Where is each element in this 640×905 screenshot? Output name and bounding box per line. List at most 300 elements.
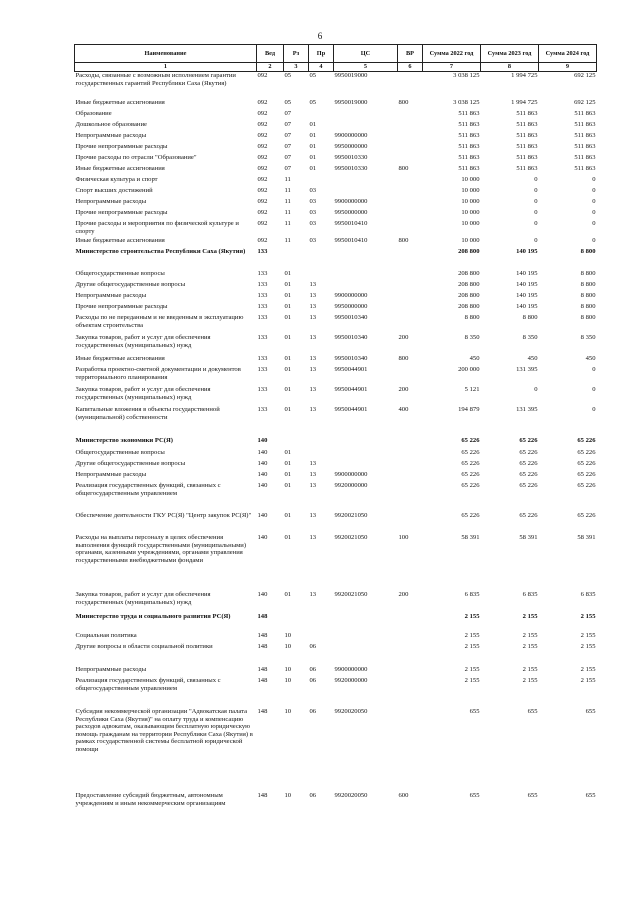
row-sum-2024: 2 155 <box>580 643 596 650</box>
row-name: Физическая культура и спорт <box>75 176 158 183</box>
row-rz: 01 <box>284 355 292 362</box>
row-sum-2022: 65 226 <box>461 471 480 478</box>
row-sum-2022: 10 000 <box>461 176 480 183</box>
row-vr <box>398 220 423 237</box>
row-sum-2022: 65 226 <box>461 449 480 456</box>
row-sum-2023: 65 226 <box>519 512 538 519</box>
row-cs <box>334 281 398 292</box>
row-name: Непрограммные расходы <box>75 292 147 299</box>
row-vr: 800 <box>398 99 409 106</box>
row-name: Министерство труда и социального развития РС(Я) <box>75 613 231 620</box>
row-sum-2023: 65 226 <box>519 437 538 444</box>
row-pr: 03 <box>309 220 317 227</box>
row-name: Общегосударственные вопросы <box>75 449 165 456</box>
row-ved: 140 <box>257 591 268 598</box>
row-cs: 9950044901 <box>334 386 368 393</box>
row-sum-2024: 0 <box>592 209 596 216</box>
row-sum-2023: 655 <box>527 708 538 715</box>
column-number: 7 <box>423 63 481 72</box>
row-sum-2023: 511 863 <box>516 121 538 128</box>
row-pr: 01 <box>309 132 317 139</box>
row-ved: 133 <box>257 270 268 277</box>
row-sum-2024: 2 155 <box>580 632 596 639</box>
row-sum-2023: 140 195 <box>516 281 538 288</box>
row-sum-2022: 655 <box>469 708 480 715</box>
row-cs: 9920020050 <box>334 792 368 799</box>
row-sum-2024: 2 155 <box>580 666 596 673</box>
row-rz: 11 <box>284 187 291 194</box>
row-ved: 140 <box>257 460 268 467</box>
row-vr: 200 <box>398 591 409 598</box>
row-name: Другие общегосударственные вопросы <box>75 460 186 467</box>
row-sum-2022: 2 155 <box>464 666 480 673</box>
row-sum-2024: 65 226 <box>577 512 596 519</box>
header-pr: Пр <box>309 45 334 63</box>
row-pr: 03 <box>309 237 317 244</box>
column-number: 5 <box>334 63 398 72</box>
row-name: Непрограммные расходы <box>75 198 147 205</box>
row-ved: 092 <box>257 220 268 227</box>
table-row <box>75 677 597 708</box>
row-ved: 133 <box>257 303 268 310</box>
row-vr <box>398 72 423 100</box>
row-vr: 200 <box>398 386 409 393</box>
row-sum-2023: 2 155 <box>522 666 538 673</box>
row-ved: 092 <box>257 187 268 194</box>
row-name: Прочие непрограммные расходы <box>75 209 168 216</box>
row-sum-2022: 194 879 <box>458 406 480 413</box>
row-cs: 9920021050 <box>334 534 368 541</box>
row-ved: 140 <box>257 512 268 519</box>
table-row <box>75 512 597 534</box>
table-row <box>75 591 597 613</box>
row-sum-2022: 655 <box>469 792 480 799</box>
row-sum-2023: 0 <box>534 176 538 183</box>
row-pr: 05 <box>309 72 317 79</box>
row-cs: 9950044901 <box>334 406 368 413</box>
row-sum-2024: 692 125 <box>574 99 596 106</box>
row-vr: 600 <box>398 792 409 799</box>
row-sum-2023: 1 994 725 <box>511 99 538 106</box>
row-rz: 01 <box>284 386 292 393</box>
row-cs: 9950019000 <box>334 99 368 106</box>
row-vr <box>398 449 423 460</box>
row-sum-2024: 511 863 <box>574 165 596 172</box>
row-name: Другие вопросы в области социальной политики <box>75 643 213 650</box>
row-rz: 10 <box>284 677 292 684</box>
row-sum-2023: 8 350 <box>522 334 538 341</box>
row-sum-2023: 58 391 <box>519 534 538 541</box>
row-name: Расходы на выплаты персоналу в целях обеспечения выполнения функций государственными (муниципальными) органами, казенными учреждениями, органами управления государственными внебюджетными фондами <box>75 534 247 564</box>
column-number-row <box>75 63 597 72</box>
row-pr: 13 <box>309 482 317 489</box>
row-sum-2024: 0 <box>592 237 596 244</box>
table-row <box>75 534 597 591</box>
table-row <box>75 643 597 666</box>
row-ved: 133 <box>257 292 268 299</box>
table-row <box>75 99 597 110</box>
row-rz: 01 <box>284 534 292 541</box>
row-cs: 9950000000 <box>334 303 368 310</box>
row-cs <box>334 460 398 471</box>
table-row <box>75 143 597 154</box>
row-cs <box>334 643 398 666</box>
row-sum-2023: 2 155 <box>522 643 538 650</box>
budget-table <box>74 44 597 816</box>
row-ved: 133 <box>257 281 268 288</box>
row-ved: 092 <box>257 154 268 161</box>
row-ved: 092 <box>257 143 268 150</box>
row-rz: 07 <box>284 154 292 161</box>
row-ved: 092 <box>257 198 268 205</box>
row-pr: 13 <box>309 281 317 288</box>
row-cs <box>334 632 398 643</box>
row-sum-2022: 8 350 <box>464 334 480 341</box>
row-pr: 13 <box>309 366 317 373</box>
row-rz: 07 <box>284 143 292 150</box>
row-name: Капитальные вложения в объекты государственной (муниципальной) собственности <box>75 406 220 421</box>
row-ved: 148 <box>257 613 268 620</box>
row-vr <box>398 632 423 643</box>
row-rz: 10 <box>284 666 292 673</box>
row-sum-2022: 65 226 <box>461 482 480 489</box>
row-sum-2024: 65 226 <box>577 482 596 489</box>
row-ved: 133 <box>257 355 268 362</box>
row-sum-2023: 511 863 <box>516 154 538 161</box>
row-sum-2022: 10 000 <box>461 237 480 244</box>
row-vr <box>398 176 423 187</box>
row-sum-2023: 0 <box>534 187 538 194</box>
row-name: Непрограммные расходы <box>75 666 147 673</box>
row-vr <box>398 121 423 132</box>
row-rz <box>284 613 309 632</box>
row-vr <box>398 281 423 292</box>
header-sum-2022: Сумма 2022 год <box>423 45 481 63</box>
row-sum-2022: 2 155 <box>464 643 480 650</box>
table-row <box>75 482 597 512</box>
row-pr: 01 <box>309 121 317 128</box>
row-rz: 01 <box>284 334 292 341</box>
row-pr: 06 <box>309 643 317 650</box>
row-cs: 9950019000 <box>334 72 368 79</box>
row-cs <box>334 248 398 270</box>
table-row <box>75 220 597 237</box>
row-sum-2024: 8 800 <box>580 314 596 321</box>
table-row <box>75 314 597 334</box>
table-row <box>75 449 597 460</box>
row-cs: 9920020050 <box>334 708 368 715</box>
row-rz: 01 <box>284 292 292 299</box>
row-sum-2023: 140 195 <box>516 270 538 277</box>
row-cs: 9920000000 <box>334 482 368 489</box>
row-pr: 13 <box>309 406 317 413</box>
row-vr <box>398 187 423 198</box>
row-sum-2024: 8 350 <box>580 334 596 341</box>
row-cs <box>334 270 398 281</box>
row-sum-2022: 10 000 <box>461 209 480 216</box>
row-rz: 11 <box>284 209 291 216</box>
row-sum-2022: 208 800 <box>458 281 480 288</box>
row-rz: 07 <box>284 121 292 128</box>
row-sum-2024: 2 155 <box>580 677 596 684</box>
row-rz <box>284 437 309 449</box>
table-row <box>75 270 597 281</box>
row-pr: 01 <box>309 143 317 150</box>
column-number: 8 <box>481 63 539 72</box>
row-sum-2024: 8 800 <box>580 303 596 310</box>
row-pr: 13 <box>309 471 317 478</box>
row-sum-2022: 2 155 <box>464 677 480 684</box>
row-sum-2022: 10 000 <box>461 220 480 227</box>
row-pr <box>309 613 334 632</box>
header-rz: Рз <box>284 45 309 63</box>
row-sum-2023: 0 <box>534 237 538 244</box>
row-rz: 01 <box>284 406 292 413</box>
row-name: Социальная политика <box>75 632 137 639</box>
row-rz: 10 <box>284 632 292 639</box>
row-vr <box>398 471 423 482</box>
row-rz: 07 <box>284 165 292 172</box>
row-sum-2022: 65 226 <box>461 437 480 444</box>
row-ved: 140 <box>257 449 268 456</box>
row-ved: 140 <box>257 482 268 489</box>
table-row <box>75 708 597 792</box>
row-sum-2022: 450 <box>469 355 480 362</box>
table-row <box>75 303 597 314</box>
table-row <box>75 209 597 220</box>
row-sum-2024: 0 <box>592 406 596 413</box>
row-cs: 9900000000 <box>334 198 368 205</box>
row-rz: 10 <box>284 643 292 650</box>
row-name: Реализация государственных функций, связанных с общегосударственным управлением <box>75 482 221 497</box>
row-pr: 06 <box>309 792 317 799</box>
row-cs: 9900000000 <box>334 666 368 673</box>
row-cs: 9900000000 <box>334 132 368 139</box>
row-cs <box>334 121 398 132</box>
table-row <box>75 237 597 248</box>
row-cs <box>334 110 398 121</box>
row-vr <box>398 314 423 334</box>
row-name: Иные бюджетные ассигнования <box>75 237 165 244</box>
table-row <box>75 292 597 303</box>
row-sum-2023: 140 195 <box>516 292 538 299</box>
row-sum-2024: 2 155 <box>580 613 596 620</box>
row-pr <box>309 110 334 121</box>
table-row <box>75 281 597 292</box>
row-rz: 01 <box>284 471 292 478</box>
row-sum-2022: 511 863 <box>458 132 480 139</box>
row-rz: 01 <box>284 314 292 321</box>
row-sum-2022: 511 863 <box>458 154 480 161</box>
row-sum-2022: 200 000 <box>458 366 480 373</box>
row-pr: 13 <box>309 512 317 519</box>
row-vr <box>398 512 423 534</box>
row-ved: 092 <box>257 165 268 172</box>
row-ved: 092 <box>257 132 268 139</box>
row-vr <box>398 708 423 792</box>
row-sum-2023: 511 863 <box>516 165 538 172</box>
row-ved: 092 <box>257 121 268 128</box>
row-vr: 400 <box>398 406 409 413</box>
table-row <box>75 248 597 270</box>
row-sum-2023: 65 226 <box>519 482 538 489</box>
row-cs: 9950010340 <box>334 314 368 321</box>
row-sum-2022: 5 121 <box>464 386 480 393</box>
row-pr: 03 <box>309 187 317 194</box>
row-sum-2022: 511 863 <box>458 110 480 117</box>
row-pr: 13 <box>309 591 317 598</box>
row-sum-2022: 65 226 <box>461 460 480 467</box>
row-cs: 9950010330 <box>334 154 368 161</box>
table-row <box>75 121 597 132</box>
header-vr: ВР <box>398 45 423 63</box>
table-row <box>75 366 597 386</box>
header-name: Наименование <box>75 45 257 63</box>
row-name: Дошкольное образование <box>75 121 147 128</box>
row-rz: 07 <box>284 110 292 117</box>
row-cs <box>334 187 398 198</box>
row-vr <box>398 198 423 209</box>
row-vr <box>398 643 423 666</box>
row-vr <box>398 132 423 143</box>
row-name: Иные бюджетные ассигнования <box>75 99 165 106</box>
row-vr <box>398 613 423 632</box>
row-vr <box>398 437 423 449</box>
row-name: Обеспечение деятельности ГКУ РС(Я) "Центр закупок РС(Я)" <box>75 512 252 519</box>
row-pr <box>309 176 334 187</box>
table-row <box>75 471 597 482</box>
row-vr <box>398 270 423 281</box>
row-sum-2023: 65 226 <box>519 471 538 478</box>
row-ved: 092 <box>257 176 268 183</box>
row-sum-2022: 3 038 125 <box>453 99 480 106</box>
row-sum-2024: 6 835 <box>580 591 596 598</box>
row-rz: 01 <box>284 591 292 598</box>
row-rz: 01 <box>284 482 292 489</box>
row-name: Разработка проектно-сметной документации и документов территориального планирования <box>75 366 241 381</box>
table-body <box>75 72 597 817</box>
row-cs: 9950010340 <box>334 334 368 341</box>
row-sum-2024: 655 <box>585 708 596 715</box>
row-sum-2024: 58 391 <box>577 534 596 541</box>
row-pr: 13 <box>309 386 317 393</box>
row-ved: 133 <box>257 406 268 413</box>
row-sum-2023: 511 863 <box>516 143 538 150</box>
row-cs: 9950000000 <box>334 143 368 150</box>
header-sum-2023: Сумма 2023 год <box>481 45 539 63</box>
row-name: Непрограммные расходы <box>75 471 147 478</box>
row-sum-2023: 65 226 <box>519 449 538 456</box>
row-rz: 11 <box>284 220 291 227</box>
table-row <box>75 386 597 406</box>
row-ved: 092 <box>257 72 268 79</box>
row-pr <box>309 449 334 460</box>
row-ved: 092 <box>257 99 268 106</box>
row-sum-2024: 0 <box>592 198 596 205</box>
row-sum-2022: 10 000 <box>461 187 480 194</box>
row-rz: 01 <box>284 281 292 288</box>
row-name: Министерство экономики РС(Я) <box>75 437 173 444</box>
row-rz: 11 <box>284 176 291 183</box>
row-rz: 05 <box>284 99 292 106</box>
row-pr: 13 <box>309 303 317 310</box>
row-name: Иные бюджетные ассигнования <box>75 355 165 362</box>
row-sum-2022: 3 038 125 <box>453 72 480 79</box>
table-row <box>75 198 597 209</box>
row-sum-2024: 65 226 <box>577 471 596 478</box>
row-ved: 092 <box>257 209 268 216</box>
row-ved: 148 <box>257 677 268 684</box>
row-rz: 10 <box>284 792 292 799</box>
row-cs <box>334 449 398 460</box>
row-rz: 01 <box>284 449 292 456</box>
row-ved: 148 <box>257 666 268 673</box>
row-sum-2022: 8 800 <box>464 314 480 321</box>
table-row <box>75 666 597 677</box>
table-row <box>75 460 597 471</box>
row-name: Непрограммные расходы <box>75 132 147 139</box>
header-sum-2024: Сумма 2024 год <box>539 45 597 63</box>
row-sum-2022: 65 226 <box>461 512 480 519</box>
row-vr: 200 <box>398 334 409 341</box>
row-sum-2023: 511 863 <box>516 132 538 139</box>
row-name: Прочие непрограммные расходы <box>75 143 168 150</box>
row-ved: 140 <box>257 437 268 444</box>
row-cs: 9920021050 <box>334 512 368 519</box>
row-rz: 01 <box>284 366 292 373</box>
row-name: Иные бюджетные ассигнования <box>75 165 165 172</box>
row-pr: 06 <box>309 677 317 684</box>
row-vr <box>398 248 423 270</box>
row-sum-2023: 65 226 <box>519 460 538 467</box>
row-pr <box>309 632 334 643</box>
row-sum-2023: 2 155 <box>522 632 538 639</box>
row-sum-2024: 65 226 <box>577 437 596 444</box>
row-ved: 148 <box>257 792 268 799</box>
table-row <box>75 110 597 121</box>
row-vr: 800 <box>398 165 409 172</box>
row-sum-2022: 10 000 <box>461 198 480 205</box>
row-rz: 01 <box>284 460 292 467</box>
row-pr: 06 <box>309 666 317 673</box>
row-sum-2023: 1 994 725 <box>511 72 538 79</box>
header-row <box>75 45 597 63</box>
row-sum-2023: 2 155 <box>522 677 538 684</box>
row-sum-2022: 58 391 <box>461 534 480 541</box>
row-sum-2022: 2 155 <box>464 632 480 639</box>
row-name: Закупка товаров, работ и услуг для обеспечения государственных (муниципальных) нужд <box>75 334 211 349</box>
row-sum-2024: 65 226 <box>577 449 596 456</box>
row-pr: 03 <box>309 209 317 216</box>
row-sum-2024: 511 863 <box>574 154 596 161</box>
table-row <box>75 165 597 176</box>
row-pr: 06 <box>309 708 317 715</box>
page-number: 6 <box>317 31 323 41</box>
row-pr: 03 <box>309 198 317 205</box>
row-sum-2023: 6 835 <box>522 591 538 598</box>
row-rz: 10 <box>284 708 292 715</box>
row-sum-2023: 655 <box>527 792 538 799</box>
row-vr <box>398 303 423 314</box>
row-sum-2024: 8 800 <box>580 270 596 277</box>
row-vr <box>398 677 423 708</box>
row-sum-2022: 208 800 <box>458 303 480 310</box>
row-sum-2024: 0 <box>592 366 596 373</box>
row-sum-2022: 2 155 <box>464 613 480 620</box>
row-pr: 13 <box>309 534 317 541</box>
row-sum-2022: 208 800 <box>458 292 480 299</box>
row-cs: 9920000000 <box>334 677 368 684</box>
